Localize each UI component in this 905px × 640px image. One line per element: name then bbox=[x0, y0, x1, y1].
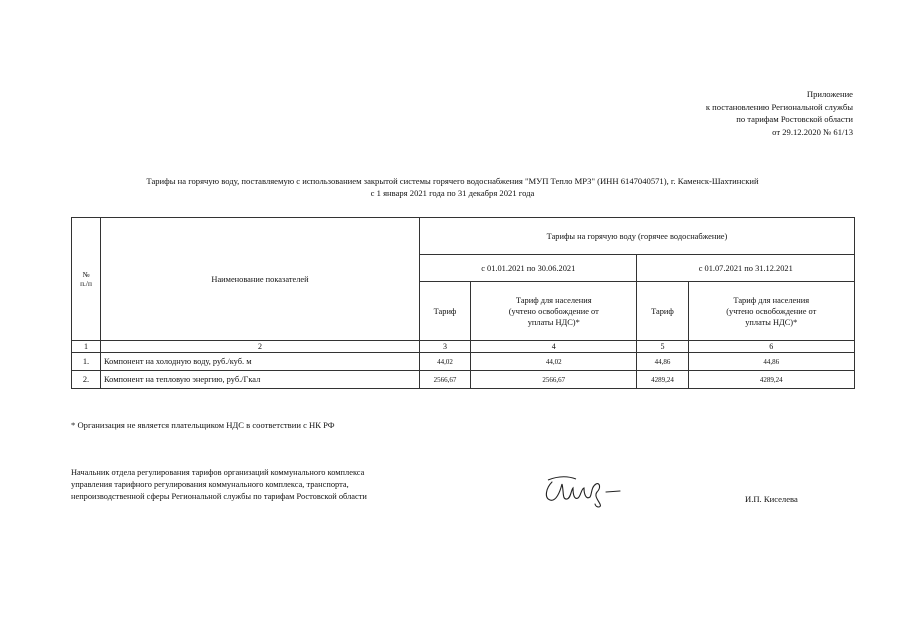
population-header-line: (учтено освобождение от bbox=[726, 306, 817, 316]
population-header-line: (учтено освобождение от bbox=[508, 306, 599, 316]
appendix-header bbox=[706, 88, 853, 138]
population-tariff-header bbox=[471, 282, 637, 341]
footnote: * Организация не является плательщиком НДС в соответствии с НК РФ bbox=[71, 420, 335, 430]
document-title bbox=[0, 176, 905, 199]
column-number: 5 bbox=[637, 341, 688, 353]
position-line: непроизводственной сферы Региональной службы по тарифам Ростовской области bbox=[71, 491, 367, 501]
table-header-row bbox=[72, 218, 855, 255]
num-header bbox=[72, 218, 101, 341]
position-line: управления тарифного регулирования коммунального комплекса, транспорта, bbox=[71, 479, 349, 489]
signer-name: И.П. Киселева bbox=[745, 494, 798, 504]
row-name: Компонент на холодную воду, руб./куб. м bbox=[101, 353, 420, 371]
column-number: 6 bbox=[688, 341, 854, 353]
tariff-value: 44,86 bbox=[688, 353, 854, 371]
position-line: Начальник отдела регулирования тарифов организаций коммунального комплекса bbox=[71, 468, 365, 477]
column-number: 4 bbox=[471, 341, 637, 353]
title-line: с 1 января 2021 года по 31 декабря 2021 года bbox=[370, 187, 535, 198]
row-number: 2. bbox=[72, 371, 101, 389]
appendix-line: Приложение bbox=[806, 89, 853, 99]
tariff-value: 4289,24 bbox=[688, 371, 854, 389]
row-number: 1. bbox=[72, 353, 101, 371]
table-row bbox=[72, 353, 855, 371]
appendix-line: по тарифам Ростовской области bbox=[736, 114, 853, 125]
tariff-value: 44,02 bbox=[420, 353, 471, 371]
title-line: Тарифы на горячую воду, поставляемую с использованием закрытой системы горячего водоснабжения "МУП Тепло МРЗ" (ИНН 6147040571), г. Каменск-Шахтинский bbox=[146, 176, 759, 186]
tariff-value: 2566,67 bbox=[420, 371, 471, 389]
column-number-row bbox=[72, 341, 855, 353]
period-header: с 01.07.2021 по 31.12.2021 bbox=[637, 255, 855, 282]
appendix-line: к постановлению Региональной службы bbox=[705, 101, 853, 112]
signer-position bbox=[71, 467, 367, 502]
tariff-value: 44,86 bbox=[637, 353, 688, 371]
tariff-value: 44,02 bbox=[471, 353, 637, 371]
column-number: 3 bbox=[420, 341, 471, 353]
group-header: Тарифы на горячую воду (горячее водоснабжение) bbox=[420, 218, 855, 255]
tariff-header: Тариф bbox=[420, 282, 471, 341]
period-header: с 01.01.2021 по 30.06.2021 bbox=[420, 255, 637, 282]
population-header-line: Тариф для населения bbox=[733, 295, 810, 305]
num-header-line: № bbox=[82, 270, 90, 279]
population-header-line: уплаты НДС)* bbox=[527, 317, 580, 327]
num-header-line: п./п bbox=[80, 279, 92, 288]
table-row bbox=[72, 371, 855, 389]
population-tariff-header bbox=[688, 282, 854, 341]
tariffs-table bbox=[71, 217, 855, 389]
name-header: Наименование показателей bbox=[101, 218, 420, 341]
appendix-line: от 29.12.2020 № 61/13 bbox=[772, 126, 853, 137]
tariff-value: 4289,24 bbox=[637, 371, 688, 389]
column-number: 2 bbox=[101, 341, 420, 353]
population-header-line: Тариф для населения bbox=[515, 295, 592, 305]
tariff-value: 2566,67 bbox=[471, 371, 637, 389]
row-name: Компонент на тепловую энергию, руб./Гкал bbox=[101, 371, 420, 389]
column-number: 1 bbox=[72, 341, 101, 353]
handwritten-signature bbox=[540, 470, 640, 510]
tariff-header: Тариф bbox=[637, 282, 688, 341]
population-header-line: уплаты НДС)* bbox=[745, 317, 798, 327]
